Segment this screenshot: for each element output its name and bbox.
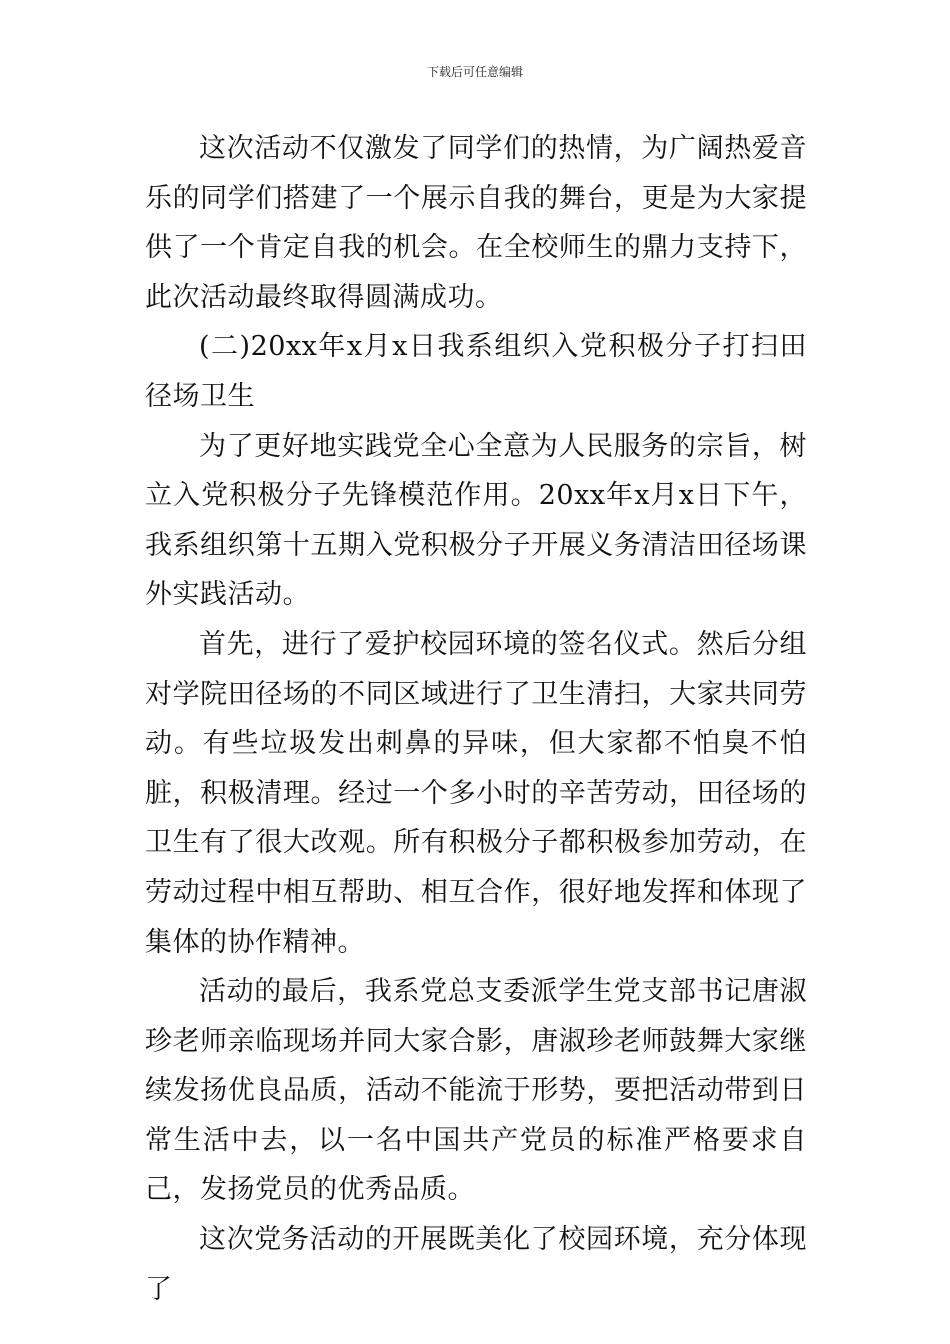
paragraph-section-heading: (二)20xx年x月x日我系组织入党积极分子打扫田径场卫生 <box>145 331 807 412</box>
paragraph-activity-ending: 活动的最后，我系党总支委派学生党支部书记唐淑珍老师亲临现场并同大家合影，唐淑珍老师鼓舞大家继续发扬优良品质，活动不能流于形势，要把活动带到日常生活中去，以一名中国共产党员的标准严格要求自己，发扬党员的优秀品质。 <box>145 976 807 1206</box>
paragraph-cleaning-process: 首先，进行了爱护校园环境的签名仪式。然后分组对学院田径场的不同区域进行了卫生清扫，大家共同劳动。有些垃圾发出刺鼻的异味，但大家都不怕臭不怕脏，积极清理。经过一个多小时的辛苦劳动，田径场的卫生有了很大改观。所有积极分子都积极参加劳动，在劳动过程中相互帮助、相互合作，很好地发挥和体现了集体的协作精神。 <box>145 628 807 958</box>
paragraph-music-activity-summary: 这次活动不仅激发了同学们的热情，为广阔热爱音乐的同学们搭建了一个展示自我的舞台，更是为大家提供了一个肯定自我的机会。在全校师生的鼎力支持下，此次活动最终取得圆满成功。 <box>145 133 807 313</box>
document-body <box>145 124 807 1314</box>
paragraph-conclusion: 这次党务活动的开展既美化了校园环境，充分体现了 <box>145 1224 807 1305</box>
paragraph-cleaning-purpose: 为了更好地实践党全心全意为人民服务的宗旨，树立入党积极分子先锋模范作用。20xx年x月x日下午，我系组织第十五期入党积极分子开展义务清洁田径场课外实践活动。 <box>145 430 807 611</box>
page-header: 下载后可任意编辑 <box>426 65 523 79</box>
